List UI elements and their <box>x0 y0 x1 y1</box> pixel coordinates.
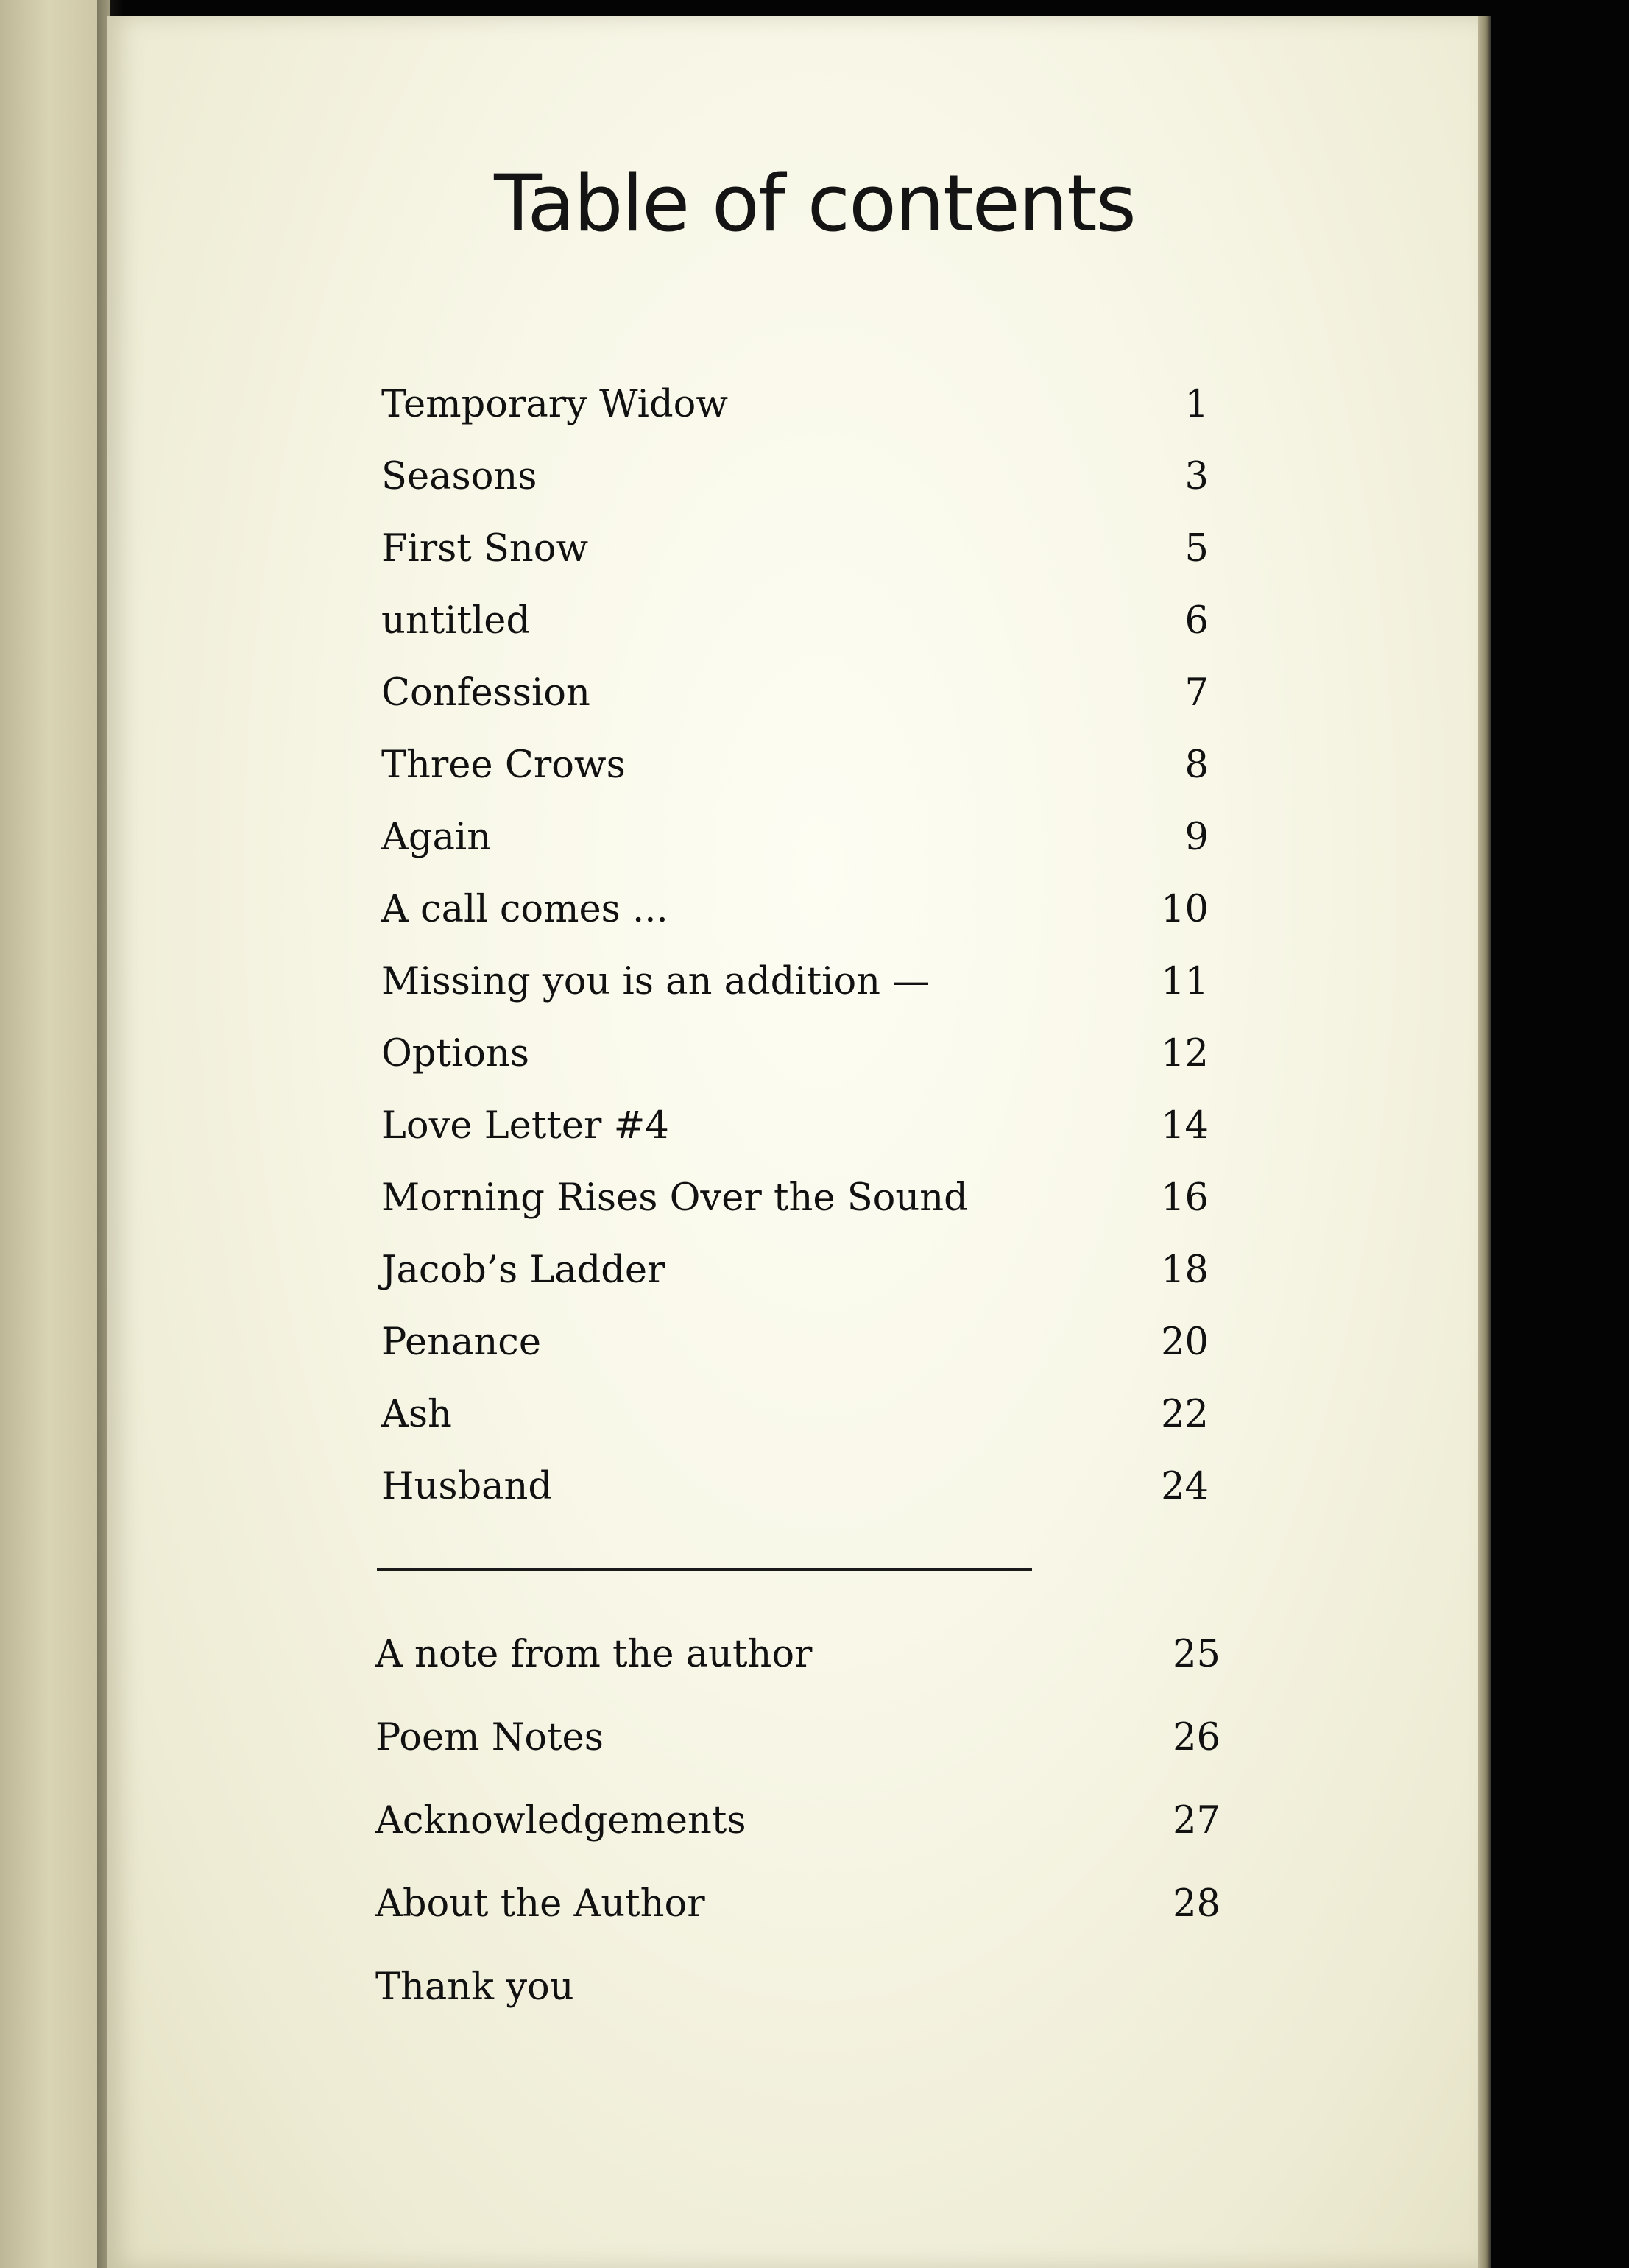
toc-entry-page: 10 <box>1161 888 1209 931</box>
toc-entry <box>381 1237 1209 1304</box>
toc-entry <box>381 372 1209 438</box>
toc-entry <box>381 1310 1209 1376</box>
toc-entry-page: 16 <box>1161 1176 1209 1220</box>
toc-entry <box>381 1382 1209 1448</box>
toc-entry-title: Missing you is an addition — <box>381 960 930 1003</box>
toc-entry-title: Temporary Widow <box>381 383 728 426</box>
toc-entry-page: 3 <box>1184 455 1209 498</box>
toc-entry-page: 22 <box>1161 1393 1209 1436</box>
toc-entry-title: Penance <box>381 1321 542 1364</box>
toc-entry-title: Husband <box>381 1465 553 1508</box>
toc-entry <box>381 949 1209 1015</box>
toc-entry-title: A note from the author <box>375 1633 813 1676</box>
toc-entry <box>381 732 1209 799</box>
toc-entry-title: Three Crows <box>381 743 626 787</box>
toc-entry <box>381 1021 1209 1087</box>
toc-entry <box>375 1871 1220 1937</box>
toc-entry-title: Poem Notes <box>375 1716 604 1759</box>
toc-entry-title: Jacob’s Ladder <box>381 1248 665 1292</box>
toc-entry <box>375 1622 1220 1688</box>
toc-entry <box>375 1705 1220 1771</box>
toc-entry-title: A call comes ... <box>381 888 668 931</box>
toc-entry-title: Love Letter #4 <box>381 1104 669 1148</box>
toc-entry-title: Seasons <box>381 455 537 498</box>
toc-entry <box>381 516 1209 582</box>
toc-entry-page: 12 <box>1161 1032 1209 1075</box>
toc-entry <box>381 588 1209 654</box>
toc-entry-page: 5 <box>1184 527 1209 570</box>
toc-entry-page: 18 <box>1161 1248 1209 1292</box>
toc-entry-page: 7 <box>1184 671 1209 715</box>
toc-entry-page: 25 <box>1173 1633 1220 1676</box>
toc-entry-title: Again <box>381 816 492 859</box>
toc-entry <box>381 877 1209 943</box>
toc-entry-page: 11 <box>1161 960 1209 1003</box>
toc-entry-page: 27 <box>1173 1799 1220 1843</box>
toc-entry <box>381 1093 1209 1159</box>
toc-entry <box>375 1788 1220 1854</box>
toc-entry-page: 14 <box>1161 1104 1209 1148</box>
toc-entry-page: 9 <box>1184 816 1209 859</box>
toc-entry <box>381 660 1209 727</box>
facing-page <box>0 0 110 2268</box>
toc-entry <box>381 805 1209 871</box>
toc-entry-page: 28 <box>1173 1882 1220 1926</box>
toc-entry-page: 8 <box>1184 743 1209 787</box>
page-edge <box>1478 16 1491 2268</box>
toc-entry <box>375 1954 1220 2021</box>
toc-entry-title: First Snow <box>381 527 589 570</box>
toc-entry-page: 20 <box>1161 1321 1209 1364</box>
page-title: Table of contents <box>494 158 1135 249</box>
toc-entry-page: 1 <box>1184 383 1209 426</box>
toc-entry-title: untitled <box>381 599 531 643</box>
toc-entry-title: Ash <box>381 1393 452 1436</box>
toc-entry <box>381 1165 1209 1232</box>
toc-entry <box>381 1454 1209 1520</box>
toc-entry-page: 6 <box>1184 599 1209 643</box>
toc-entry <box>381 444 1209 510</box>
toc-entry-title: About the Author <box>375 1882 705 1926</box>
toc-entry-title: Options <box>381 1032 529 1075</box>
toc-entry-page: 24 <box>1161 1465 1209 1508</box>
section-divider <box>377 1568 1032 1571</box>
toc-entry-title: Acknowledgements <box>375 1799 746 1843</box>
toc-entry-title: Confession <box>381 671 590 715</box>
toc-entry-page: 26 <box>1173 1716 1220 1759</box>
toc-entry-title: Morning Rises Over the Sound <box>381 1176 968 1220</box>
toc-entry-title: Thank you <box>375 1965 574 2009</box>
